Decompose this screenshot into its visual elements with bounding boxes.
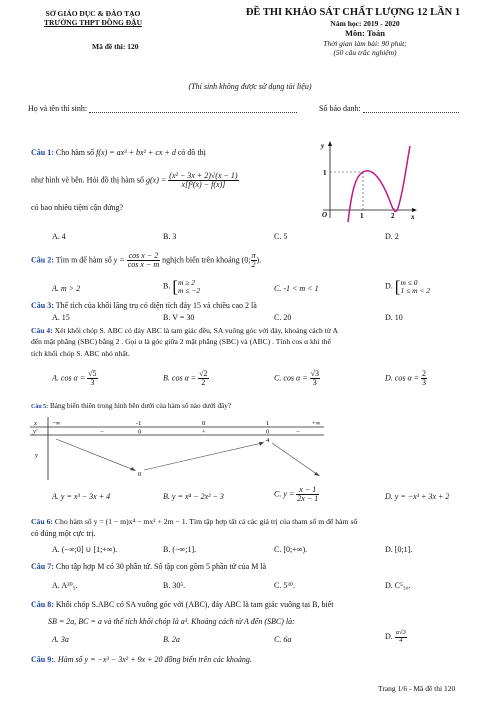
- vt-arrowhead-2: [259, 442, 264, 446]
- q3-stem: Câu 3: Thể tích của khối lăng trụ có diện tích đáy 15 và chiều cao 2 là: [31, 301, 257, 310]
- vt-sign-3: −: [296, 428, 300, 436]
- q5-answer-c[interactable]: C. y = $\frac{x - 1}{2x - 1}$: [274, 485, 319, 503]
- notice: (Thí sinh không được sử dụng tài liệu): [188, 82, 312, 91]
- q5-answer-b[interactable]: B. y = x⁴ − 2x² − 3: [163, 492, 224, 501]
- q2-stem: Câu 2: Tìm m để hàm số y = $\frac{\text{cos x − 2}}{\text{cos x − m}}$ nghịch biến trên khoảng (0; $\frac{\pi}{2}$ ).: [31, 251, 262, 269]
- graph-label-y1: 1: [323, 169, 327, 177]
- exam-title: ĐỀ THI KHẢO SÁT CHẤT LƯỢNG 12 LẦN 1: [245, 7, 461, 18]
- vt-sign-1: −: [100, 428, 104, 436]
- q3-answer-c[interactable]: C. 20: [274, 313, 292, 322]
- question-count: (50 câu trắc nghiệm): [333, 48, 397, 57]
- graph-label-x: x: [411, 213, 415, 221]
- q4-answer-d[interactable]: D. cos α = $\frac{2}{3}$: [385, 369, 427, 387]
- vt-zero-2: 0: [266, 428, 270, 436]
- q6-line2: có đúng một cực trị.: [31, 529, 96, 538]
- q7-stem: Câu 7: Cho tập hợp M có 30 phần tử. Số tập con gồm 5 phần tử của M là: [31, 562, 267, 571]
- q7-answer-b[interactable]: B. 30⁵.: [163, 581, 186, 590]
- q7-answer-c[interactable]: C. 5³⁰.: [274, 581, 295, 590]
- vt-yp-label: y': [33, 428, 38, 435]
- q8-line1: Câu 8: Khối chóp S.ABC có SA vuông góc với (ABC), đáy ABC là tam giác vuông tại B, biết: [31, 600, 334, 609]
- q4-line3: tích khối chóp S. ABC nhỏ nhất.: [31, 349, 130, 358]
- vt-x-m1: -1: [136, 420, 142, 427]
- q4-answer-c[interactable]: C. cos α = $\frac{√3}{3}$: [274, 369, 319, 387]
- q4-line2: đến mặt phẳng (SBC) bằng 2 . Gọi α là góc giữa 2 mặt phẳng (SBC) và (ABC) . Tính cos α khi thể: [31, 337, 331, 346]
- q2-answer-a[interactable]: A. m > 2: [52, 284, 81, 293]
- q4-answer-b[interactable]: B. cos α = $\frac{√2}{2}$: [163, 369, 208, 387]
- vt-y-top: 4: [266, 437, 270, 444]
- vt-x-0: 0: [202, 420, 206, 427]
- q8-line2: SB = 2a, BC = a và thể tích khối chóp là a³. Khoảng cách từ A đến (SBC) là:: [48, 617, 295, 626]
- q4-answer-a[interactable]: A. cos α = $\frac{√5}{3}$: [52, 369, 97, 387]
- vt-x-pinf: +∞: [312, 420, 321, 427]
- vt-zero-1: 0: [138, 428, 142, 436]
- exam-code: Mã đề thi: 120: [92, 42, 139, 51]
- vt-x-label: x: [34, 420, 37, 427]
- graph-label-y: y: [321, 142, 325, 150]
- x-axis-arrow: [412, 208, 417, 212]
- vt-x-1: 1: [266, 420, 270, 427]
- q1-answer-b[interactable]: B. 3: [163, 232, 177, 241]
- q5-answer-d[interactable]: D. y = −x³ + 3x + 2: [385, 492, 450, 501]
- student-name-line: Họ và tên thí sinh:: [28, 104, 297, 113]
- school-name: TRƯỜNG THPT ĐỒNG ĐẬU: [44, 18, 142, 27]
- q7-answer-a[interactable]: A. A³⁰₅.: [52, 581, 78, 590]
- vt-sign-2: +: [202, 428, 206, 436]
- q6-answer-b[interactable]: B. (−∞;1].: [163, 545, 197, 554]
- q1-line2: như hình vẽ bên. Hỏi đồ thị hàm số g(x) = $\frac{\text{(x² − 3x + 2)√(x − 1)}}{\text{x[f²(x) − f(x)]}}$: [31, 171, 238, 189]
- q1-answer-d[interactable]: D. 2: [385, 232, 399, 241]
- dept-name: SỞ GIÁO DỤC & ĐÀO TẠO: [45, 9, 141, 18]
- vt-arrow-3: [272, 443, 318, 475]
- q1-line3: có bao nhiêu tiệm cận đứng?: [31, 203, 124, 212]
- y-axis-arrow: [328, 141, 332, 146]
- graph-label-origin: O: [322, 211, 328, 219]
- q5-answer-a[interactable]: A. y = x³ − 3x + 4: [52, 492, 111, 501]
- q9-stem: Câu 9:. Hàm số y = −x³ − 3x² + 9x + 20 đồng biến trên các khoảng.: [31, 655, 252, 664]
- q7-answer-d[interactable]: D. C⁵₃₀.: [385, 581, 411, 590]
- q6-answer-d[interactable]: D. [0;1].: [385, 545, 413, 554]
- graph-label-x1: 1: [360, 212, 364, 220]
- q6-answer-c[interactable]: C. [0;+∞).: [274, 545, 308, 554]
- student-id-line: Số báo danh:: [319, 104, 459, 113]
- q1-line1: Câu 1: Cho hàm số f(x) = ax³ + bx² + cx + d có đồ thị: [31, 148, 206, 157]
- subject: Môn: Toán: [345, 28, 385, 38]
- q2-answer-c[interactable]: C. -1 < m < 1: [274, 284, 319, 293]
- q1-answer-a[interactable]: A. 4: [52, 232, 66, 241]
- q3-answer-d[interactable]: D. 10: [385, 313, 403, 322]
- q8-answer-c[interactable]: C. 6a: [274, 635, 292, 644]
- q1-answer-c[interactable]: C. 5: [274, 232, 288, 241]
- graph-label-x2: 2: [391, 212, 395, 220]
- vt-arrowhead-1: [130, 467, 136, 471]
- q4-line1: Câu 4: Xét khối chóp S. ABC có đáy ABC là tam giác đều, SA vuông góc với đáy, khoảng cách từ A: [31, 326, 338, 335]
- q8-answer-a[interactable]: A. 3a: [52, 635, 69, 644]
- vt-arrow-1: [56, 439, 134, 470]
- q5-stem: Câu 5: Bảng biến thiên trong hình bên dưới của hàm số nào dưới đây?: [31, 402, 232, 410]
- q6-answer-a[interactable]: A. (−∞;0] ∪ [1;+∞).: [52, 545, 118, 554]
- vt-y-label: y: [35, 452, 38, 459]
- exam-time: Thời gian làm bài: 90 phút;: [323, 39, 407, 48]
- page-footer: Trang 1/6 - Mã đề thi 120: [378, 684, 456, 693]
- variation-table: [30, 417, 324, 480]
- q8-answer-b[interactable]: B. 2a: [163, 635, 180, 644]
- q1-cubic-graph: [318, 138, 418, 224]
- q6-line1: Câu 6: Cho hàm số y = (1 − m)x⁴ − mx² + 2m − 1. Tìm tập hợp tất cả các giá trị của tham số m để hàm số: [31, 517, 358, 526]
- vt-x-minf: −∞: [52, 420, 61, 427]
- q8-answer-d[interactable]: D. $\frac{a√3}{4}$: [385, 629, 406, 644]
- q3-answer-a[interactable]: A. 15: [52, 313, 70, 322]
- cubic-curve: [348, 146, 410, 222]
- vt-arrow-2: [144, 443, 262, 470]
- school-year: Năm học: 2019 - 2020: [330, 19, 400, 28]
- q3-answer-b[interactable]: B. V = 30: [163, 313, 195, 322]
- vt-y-bottom: 0: [138, 471, 142, 478]
- q2-answer-b[interactable]: B. [m ≥ 2 m ≤ −2: [163, 277, 201, 296]
- q2-answer-d[interactable]: D. [m ≤ 0 1 ≤ m < 2: [385, 277, 431, 296]
